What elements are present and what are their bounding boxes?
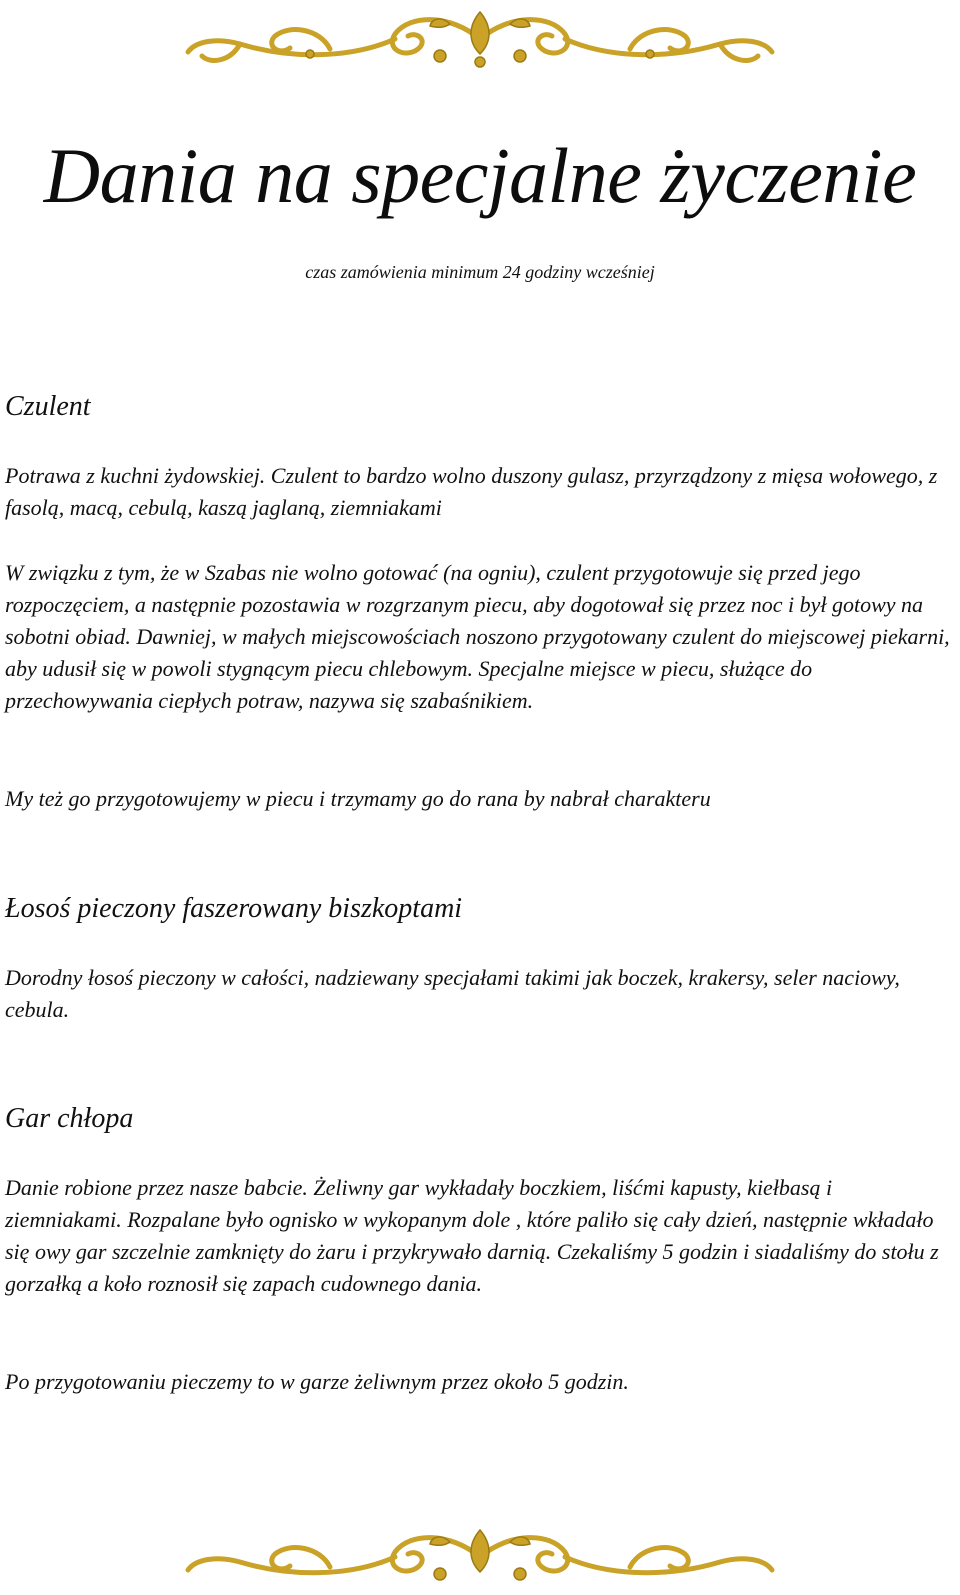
- page-subtitle: czas zamówienia minimum 24 godziny wcześniej: [305, 262, 655, 282]
- dish-description: Potrawa z kuchni żydowskiej. Czulent to bardzo wolno duszony gulasz, przyrządzony z mięsa wołowego, z fasolą, macą, cebulą, kaszą jaglaną, ziemniakami: [5, 463, 938, 520]
- dish-description: Dorodny łosoś pieczony w całości, nadziewany specjałami takimi jak boczek, krakersy, seler naciowy, cebula.: [5, 965, 900, 1022]
- dish-title-losos: Łosoś pieczony faszerowany biszkoptami: [5, 893, 463, 924]
- top-ornament-flourish: [180, 4, 780, 74]
- dish-description: My też go przygotowujemy w piecu i trzymamy go do rana by nabrał charakteru: [5, 786, 711, 811]
- bottom-ornament-flourish: [180, 1522, 780, 1592]
- dish-description: Danie robione przez nasze babcie. Żeliwny gar wykładały boczkiem, liśćmi kapusty, kiełbasą i ziemniakami. Rozpalane było ognisko w wykopanym dole , które paliło się cały dzień, następnie wkładało się owy gar szczelnie zamknięty do żaru i przykrywało darnią. Czekaliśmy 5 godzin i siadaliśmy do stołu z gorzałką a koło roznosił się zapach cudownego dania.: [5, 1175, 939, 1296]
- dish-description: W związku z tym, że w Szabas nie wolno gotować (na ogniu), czulent przygotowuje się przed jego rozpoczęciem, a następnie pozostawia w rozgrzanym piecu, aby dogotował się przez noc i był gotowy na sobotni obiad. Dawniej, w małych miejscowościach noszono przygotowany czulent do miejscowej piekarni, aby udusił się w powoli stygnącym piecu chlebowym. Specjalne miejsce w piecu, służące do przechowywania ciepłych potraw, nazywa się szabaśnikiem.: [5, 560, 950, 713]
- dish-title-czulent: Czulent: [5, 391, 91, 422]
- dish-description: Po przygotowaniu pieczemy to w garze żeliwnym przez około 5 godzin.: [5, 1369, 629, 1394]
- dish-title-gar-chlopa: Gar chłopa: [5, 1103, 134, 1134]
- page-title: Dania na specjalne życzenie: [43, 132, 917, 219]
